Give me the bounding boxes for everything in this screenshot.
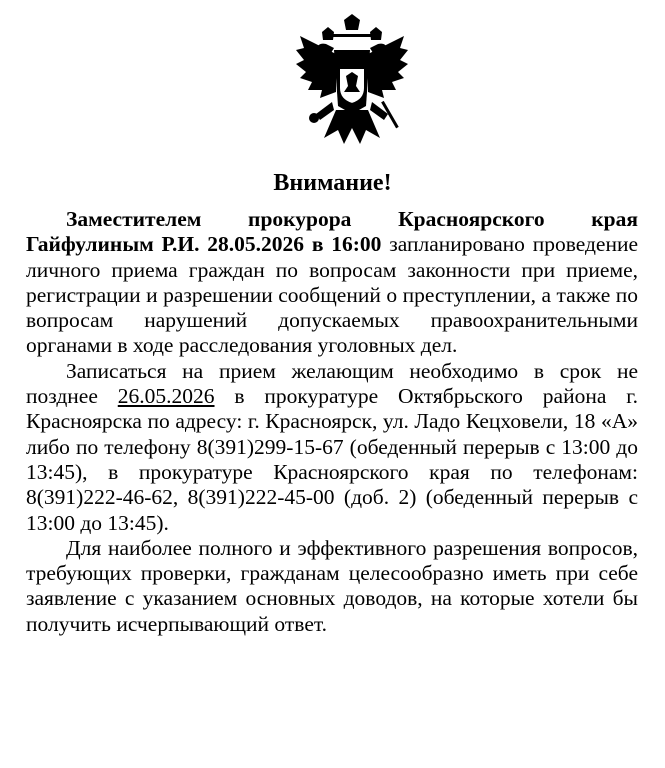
registration-contacts: в прокуратуре Октябрьского района г. Красноярска по адресу: г. Красноярск, ул. Ладо Кецховели, 18 «А» либо по телефону 8(391)299-15-67 (обеденный перерыв с 13:00 до 13:45), в прокуратуре Красноярского края по телефонам: 8(391)222-46-62, 8(391)222-45-00 (доб. 2) (обеденный перерыв с 13:00 до 13:45). [26, 384, 639, 535]
reception-description: запланировано проведение личного приема граждан по вопросам законности при приеме, регистрации и разрешении сообщений о преступлении, а также по вопросам нарушений допускаемых правоохранительными органами в ходе расследования уголовных дел. [26, 232, 639, 358]
notice-body [26, 207, 638, 637]
reception-date: 28.05.2026 [207, 232, 305, 257]
registration-deadline: 26.05.2026 [117, 384, 215, 409]
notice-title: Внимание! [273, 170, 392, 196]
official-name: Заместителем прокурора Красноярского края Гайфулиным Р.И. [26, 207, 638, 257]
reception-in-word: в [311, 232, 324, 257]
paragraph-reception-announcement [26, 207, 638, 359]
paragraph-recommendation: Для наиболее полного и эффективного разрешения вопросов, требующих проверки, гражданам целесообразно иметь при себе заявление с указанием основных доводов, на которые хотели бы получить исчерпывающий ответ. [26, 535, 638, 636]
paragraph-registration-info [26, 359, 638, 536]
reception-time: 16:00 [331, 232, 382, 257]
registration-intro: Записаться на прием желающим необходимо в срок не позднее [26, 358, 638, 409]
coat-of-arms-icon [292, 14, 412, 146]
